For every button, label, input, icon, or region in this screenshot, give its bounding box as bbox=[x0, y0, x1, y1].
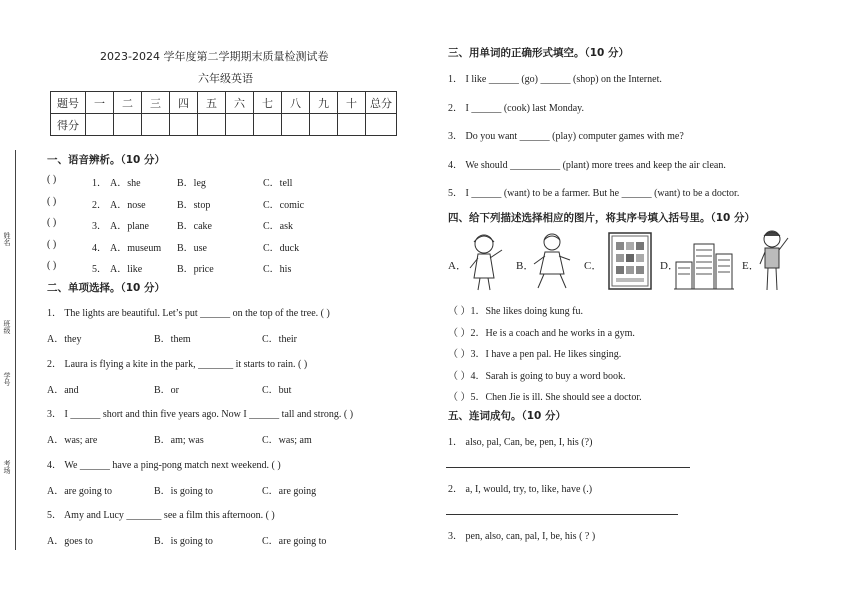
score-cell: 一 bbox=[86, 92, 114, 114]
section4-title: 四、给下列描述选择相应的图片，将其序号填入括号里。（10 分） bbox=[448, 212, 756, 224]
binding-label-4: 考场 bbox=[3, 460, 11, 474]
score-cell: 四 bbox=[170, 92, 198, 114]
matching-question: （ ）3．I have a pen pal. He likes singing. bbox=[448, 349, 622, 360]
exam-subtitle: 六年级英语 bbox=[198, 72, 253, 85]
option-b: B．leg bbox=[177, 178, 206, 189]
option-b: B．price bbox=[177, 264, 214, 275]
option-b: B．use bbox=[177, 242, 207, 254]
picture-c-word-book bbox=[608, 232, 652, 290]
question-number: 5． bbox=[92, 264, 107, 275]
option-a: A．and bbox=[47, 384, 79, 396]
picture-e-boy bbox=[756, 228, 792, 292]
score-cell: 题号 bbox=[51, 92, 86, 114]
option-c: C．tell bbox=[263, 178, 293, 189]
score-table-score-row bbox=[51, 114, 397, 136]
option-b: B．or bbox=[154, 384, 179, 396]
score-cell: 八 bbox=[282, 92, 310, 114]
option-c: C．comic bbox=[263, 199, 305, 211]
picture-d-buildings bbox=[674, 236, 734, 290]
binding-label-2: 班级 bbox=[3, 320, 11, 334]
question-number: 3． bbox=[92, 221, 107, 232]
score-input-cell[interactable] bbox=[226, 114, 254, 136]
score-input-cell[interactable] bbox=[338, 114, 366, 136]
score-cell: 总分 bbox=[366, 92, 397, 114]
question-text: 1． The lights are beautiful. Let’s put ______ on the top of the tree. ( ) bbox=[47, 308, 330, 319]
score-input-cell[interactable] bbox=[142, 114, 170, 136]
picture-label-e: E． bbox=[742, 260, 760, 272]
option-b: B．is going to bbox=[154, 536, 213, 547]
exam-title: 2023-2024 学年度第二学期期末质量检测试卷 bbox=[100, 50, 329, 63]
option-c: C．are going to bbox=[262, 536, 327, 547]
picture-b-girl-kungfu bbox=[530, 230, 576, 292]
answer-bracket[interactable]: ( ) bbox=[47, 195, 57, 207]
option-a: A．was; are bbox=[47, 435, 98, 446]
score-input-cell[interactable] bbox=[86, 114, 114, 136]
answer-line[interactable] bbox=[446, 514, 678, 515]
score-input-cell[interactable] bbox=[366, 114, 397, 136]
question-text: 4． We ______ have a ping-pong match next weekend. ( ) bbox=[47, 459, 281, 471]
option-b: B．am; was bbox=[154, 435, 204, 446]
option-a: A．nose bbox=[110, 199, 146, 211]
score-input-cell[interactable] bbox=[198, 114, 226, 136]
score-cell: 六 bbox=[226, 92, 254, 114]
fill-in-question: 2． I ______ (cook) last Monday. bbox=[448, 102, 584, 114]
reorder-question: 3． pen, also, can, pal, I, be, his ( ? ) bbox=[448, 531, 596, 542]
question-text: 2． Laura is flying a kite in the park, _______ it starts to rain. ( ) bbox=[47, 358, 308, 370]
score-table-header-row bbox=[51, 92, 397, 114]
score-cell: 二 bbox=[114, 92, 142, 114]
score-cell: 七 bbox=[254, 92, 282, 114]
fill-in-question: 4． We should __________ (plant) more trees and keep the air clean. bbox=[448, 159, 726, 171]
option-a: A．museum bbox=[110, 242, 162, 254]
reorder-question: 2． a, I, would, try, to, like, have (.) bbox=[448, 484, 593, 495]
question-text: 3． I ______ short and thin five years ago. Now I ______ tall and strong. ( ) bbox=[47, 409, 354, 420]
fill-in-question: 3． Do you want ______ (play) computer games with me? bbox=[448, 131, 684, 142]
option-b: B．cake bbox=[177, 221, 212, 232]
binding-line bbox=[15, 150, 16, 550]
option-a: A．they bbox=[47, 334, 82, 345]
question-number: 4． bbox=[92, 242, 107, 254]
reorder-question: 1． also, pal, Can, be, pen, I, his (?) bbox=[448, 437, 593, 448]
section1-title: 一、语音辨析。（10 分） bbox=[47, 154, 166, 166]
fill-in-question: 5． I ______ (want) to be a farmer. But he ______ (want) to be a doctor. bbox=[448, 188, 740, 199]
option-b: B．is going to bbox=[154, 485, 213, 497]
section3-title: 三、用单词的正确形式填空。（10 分） bbox=[448, 47, 630, 59]
question-text: 5． Amy and Lucy _______ see a film this afternoon. ( ) bbox=[47, 510, 275, 521]
binding-label-3: 学号 bbox=[3, 372, 11, 386]
score-cell: 三 bbox=[142, 92, 170, 114]
score-cell: 十 bbox=[338, 92, 366, 114]
question-number: 2． bbox=[92, 199, 107, 211]
option-c: C．their bbox=[262, 334, 297, 345]
matching-question: （ ）4．Sarah is going to buy a word book. bbox=[448, 370, 626, 382]
score-input-cell[interactable] bbox=[254, 114, 282, 136]
picture-label-d: D． bbox=[660, 260, 679, 272]
score-input-cell[interactable] bbox=[170, 114, 198, 136]
question-number: 1． bbox=[92, 178, 107, 189]
picture-a-girl-singing bbox=[462, 230, 510, 292]
option-b: B．them bbox=[154, 334, 191, 345]
fill-in-question: 1． I like ______ (go) ______ (shop) on the Internet. bbox=[448, 74, 662, 85]
answer-line[interactable] bbox=[446, 467, 690, 468]
option-c: C．are going bbox=[262, 485, 317, 497]
option-c: C．ask bbox=[263, 221, 293, 232]
answer-bracket[interactable]: ( ) bbox=[47, 238, 57, 250]
binding-label-1: 姓名 bbox=[3, 232, 11, 246]
picture-label-a: A． bbox=[448, 260, 467, 272]
matching-question: （ ）5．Chen Jie is ill. She should see a doctor. bbox=[448, 392, 642, 403]
option-a: A．she bbox=[110, 178, 141, 189]
score-table bbox=[50, 91, 397, 136]
option-a: A．plane bbox=[110, 221, 149, 232]
section5-title: 五、连词成句。（10 分） bbox=[448, 410, 567, 422]
score-cell: 九 bbox=[310, 92, 338, 114]
option-c: C．was; am bbox=[262, 435, 312, 446]
option-c: C．duck bbox=[263, 242, 300, 254]
option-a: A．like bbox=[110, 264, 143, 275]
score-cell: 五 bbox=[198, 92, 226, 114]
score-input-cell[interactable] bbox=[114, 114, 142, 136]
score-row-label: 得分 bbox=[51, 114, 86, 136]
picture-label-c: C． bbox=[584, 260, 603, 272]
answer-bracket[interactable]: ( ) bbox=[47, 217, 57, 228]
option-c: C．but bbox=[262, 384, 292, 396]
option-c: C．his bbox=[263, 264, 292, 275]
picture-label-b: B． bbox=[516, 260, 535, 272]
answer-bracket[interactable]: ( ) bbox=[47, 174, 57, 185]
answer-bracket[interactable]: ( ) bbox=[47, 260, 57, 271]
matching-question: （ ）1．She likes doing kung fu. bbox=[448, 306, 583, 317]
matching-question: （ ）2．He is a coach and he works in a gym. bbox=[448, 327, 635, 339]
option-a: A．goes to bbox=[47, 536, 93, 547]
score-input-cell[interactable] bbox=[310, 114, 338, 136]
section2-title: 二、单项选择。（10 分） bbox=[47, 282, 166, 294]
option-a: A．are going to bbox=[47, 485, 112, 497]
option-b: B．stop bbox=[177, 199, 211, 211]
score-input-cell[interactable] bbox=[282, 114, 310, 136]
